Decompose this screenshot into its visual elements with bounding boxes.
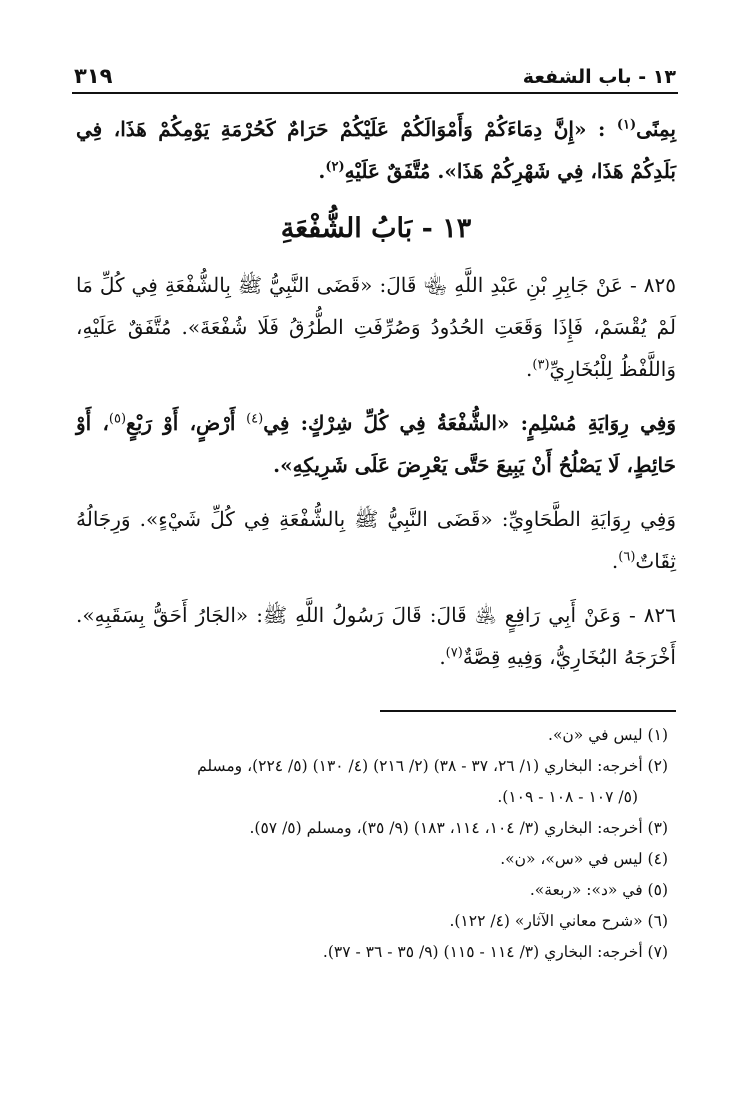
footnote-4 bbox=[76, 844, 668, 875]
footnote-5-text: (٥) في «د»: «ربعة». bbox=[529, 881, 668, 899]
footnote-5 bbox=[76, 875, 668, 906]
intro-paragraph bbox=[76, 108, 676, 192]
running-title: ١٣ - باب الشفعة bbox=[522, 66, 676, 88]
footnote-ref-2[interactable]: (٢) bbox=[325, 159, 345, 175]
footnote-ref-6[interactable]: (٦) bbox=[618, 549, 636, 565]
footnote-1 bbox=[76, 720, 668, 751]
muslim-text-a: وَفِي رِوَايَةِ مُسْلِمٍ: «الشُّفْعَةُ فِي كُلِّ شِرْكٍ: فِي bbox=[263, 411, 676, 435]
muslim-text-b: أَرْضٍ، أَوْ رَبْعٍ bbox=[126, 411, 236, 435]
footnote-divider bbox=[380, 710, 676, 712]
footnote-2 bbox=[76, 751, 668, 813]
footnote-7-text: (٧) أخرجه: البخاري (٣/ ١١٤ - ١١٥) (٩/ ٣٥ - ٣٦ - ٣٧). bbox=[322, 943, 668, 961]
footnote-ref-3[interactable]: (٣) bbox=[532, 357, 550, 373]
footnote-ref-5[interactable]: (٥) bbox=[108, 411, 127, 427]
footnote-7 bbox=[76, 937, 668, 968]
footnotes bbox=[76, 720, 668, 968]
main-text bbox=[76, 108, 676, 690]
tahawi-narration bbox=[76, 498, 676, 582]
intro-text-a: بِمِنًى bbox=[636, 117, 676, 141]
footnote-ref-7[interactable]: (٧) bbox=[445, 645, 463, 661]
footnote-ref-4[interactable]: (٤) bbox=[246, 411, 264, 427]
tahawi-end: . bbox=[611, 549, 619, 573]
footnote-6 bbox=[76, 906, 668, 937]
muslim-narration bbox=[76, 402, 676, 486]
footnote-ref-1[interactable]: (١) bbox=[616, 117, 637, 133]
footnote-2-text: (٢) أخرجه: البخاري (١/ ٢٦، ٣٧ - ٣٨) (٢/ ٢١٦) (٤/ ١٣٠) (٥/ ٢٢٤)، ومسلم bbox=[197, 757, 668, 775]
muslim-text-c: ، أَوْ حَائِطٍ، لَا يَصْلُحُ أَنْ يَبِيعَ حَتَّى يَعْرِضَ عَلَى شَرِيكِهِ». bbox=[76, 411, 676, 477]
footnote-6-text: (٦) «شرح معاني الآثار» (٤/ ١٢٢). bbox=[449, 912, 668, 930]
page-number: ٣١٩ bbox=[74, 64, 113, 88]
hadith-825 bbox=[76, 264, 676, 390]
hadith-826-text: ٨٢٦ - وَعَنْ أَبِي رَافِعٍ ﵁ قَالَ: قَالَ رَسُولُ اللَّهِ ﷺ: «الجَارُ أَحَقُّ بِسَقَبِهِ». أَخْرَجَهُ البُخَارِيُّ، وَفِيهِ قِصَّةٌ bbox=[76, 603, 676, 669]
header-divider bbox=[72, 92, 678, 94]
intro-text-b: : «إِنَّ دِمَاءَكُمْ وَأَمْوَالَكُمْ عَلَيْكُمْ حَرَامٌ كَحُرْمَةِ يَوْمِكُمْ هَذَا، فِي بَلَدِكُمْ هَذَا، فِي شَهْرِكُمْ هَذَا». مُتَّفَقٌ عَلَيْهِ bbox=[76, 117, 676, 183]
footnote-3 bbox=[76, 813, 668, 844]
footnote-3-text: (٣) أخرجه: البخاري (٣/ ١٠٤، ١١٤، ١٨٣) (٩/ ٣٥)، ومسلم (٥/ ٥٧). bbox=[249, 819, 668, 837]
hadith-826 bbox=[76, 594, 676, 678]
hadith-826-end: . bbox=[439, 645, 446, 669]
page-header bbox=[74, 52, 676, 88]
footnote-2-continuation: (٥/ ١٠٧ - ١٠٨ - ١٠٩). bbox=[497, 788, 638, 806]
intro-text-c: . bbox=[318, 159, 326, 183]
chapter-heading: ١٣ - بَابُ الشُّفْعَةِ bbox=[280, 213, 472, 244]
footnote-4-text: (٤) ليس في «س»، «ن». bbox=[500, 850, 668, 868]
footnote-1-text: (١) ليس في «ن». bbox=[548, 726, 668, 744]
hadith-825-text: ٨٢٥ - عَنْ جَابِرِ بْنِ عَبْدِ اللَّهِ ﵄ قَالَ: «قَضَى النَّبِيُّ ﷺ بِالشُّفْعَةِ فِي كُلِّ مَا لَمْ يُقْسَمْ، فَإِذَا وَقَعَتِ الحُدُودُ وَصُرِّفَتِ الطُّرُقُ فَلَا شُفْعَةَ». مُتَّفَقٌ عَلَيْهِ، وَاللَّفْظُ لِلْبُخَارِيِّ bbox=[76, 273, 676, 381]
hadith-825-end: . bbox=[526, 357, 533, 381]
tahawi-text: وَفِي رِوَايَةِ الطَّحَاوِيِّ: «قَضَى النَّبِيُّ ﷺ بِالشُّفْعَةِ فِي كُلِّ شَيْءٍ». وَرِجَالُهُ ثِقَاتٌ bbox=[76, 507, 676, 573]
